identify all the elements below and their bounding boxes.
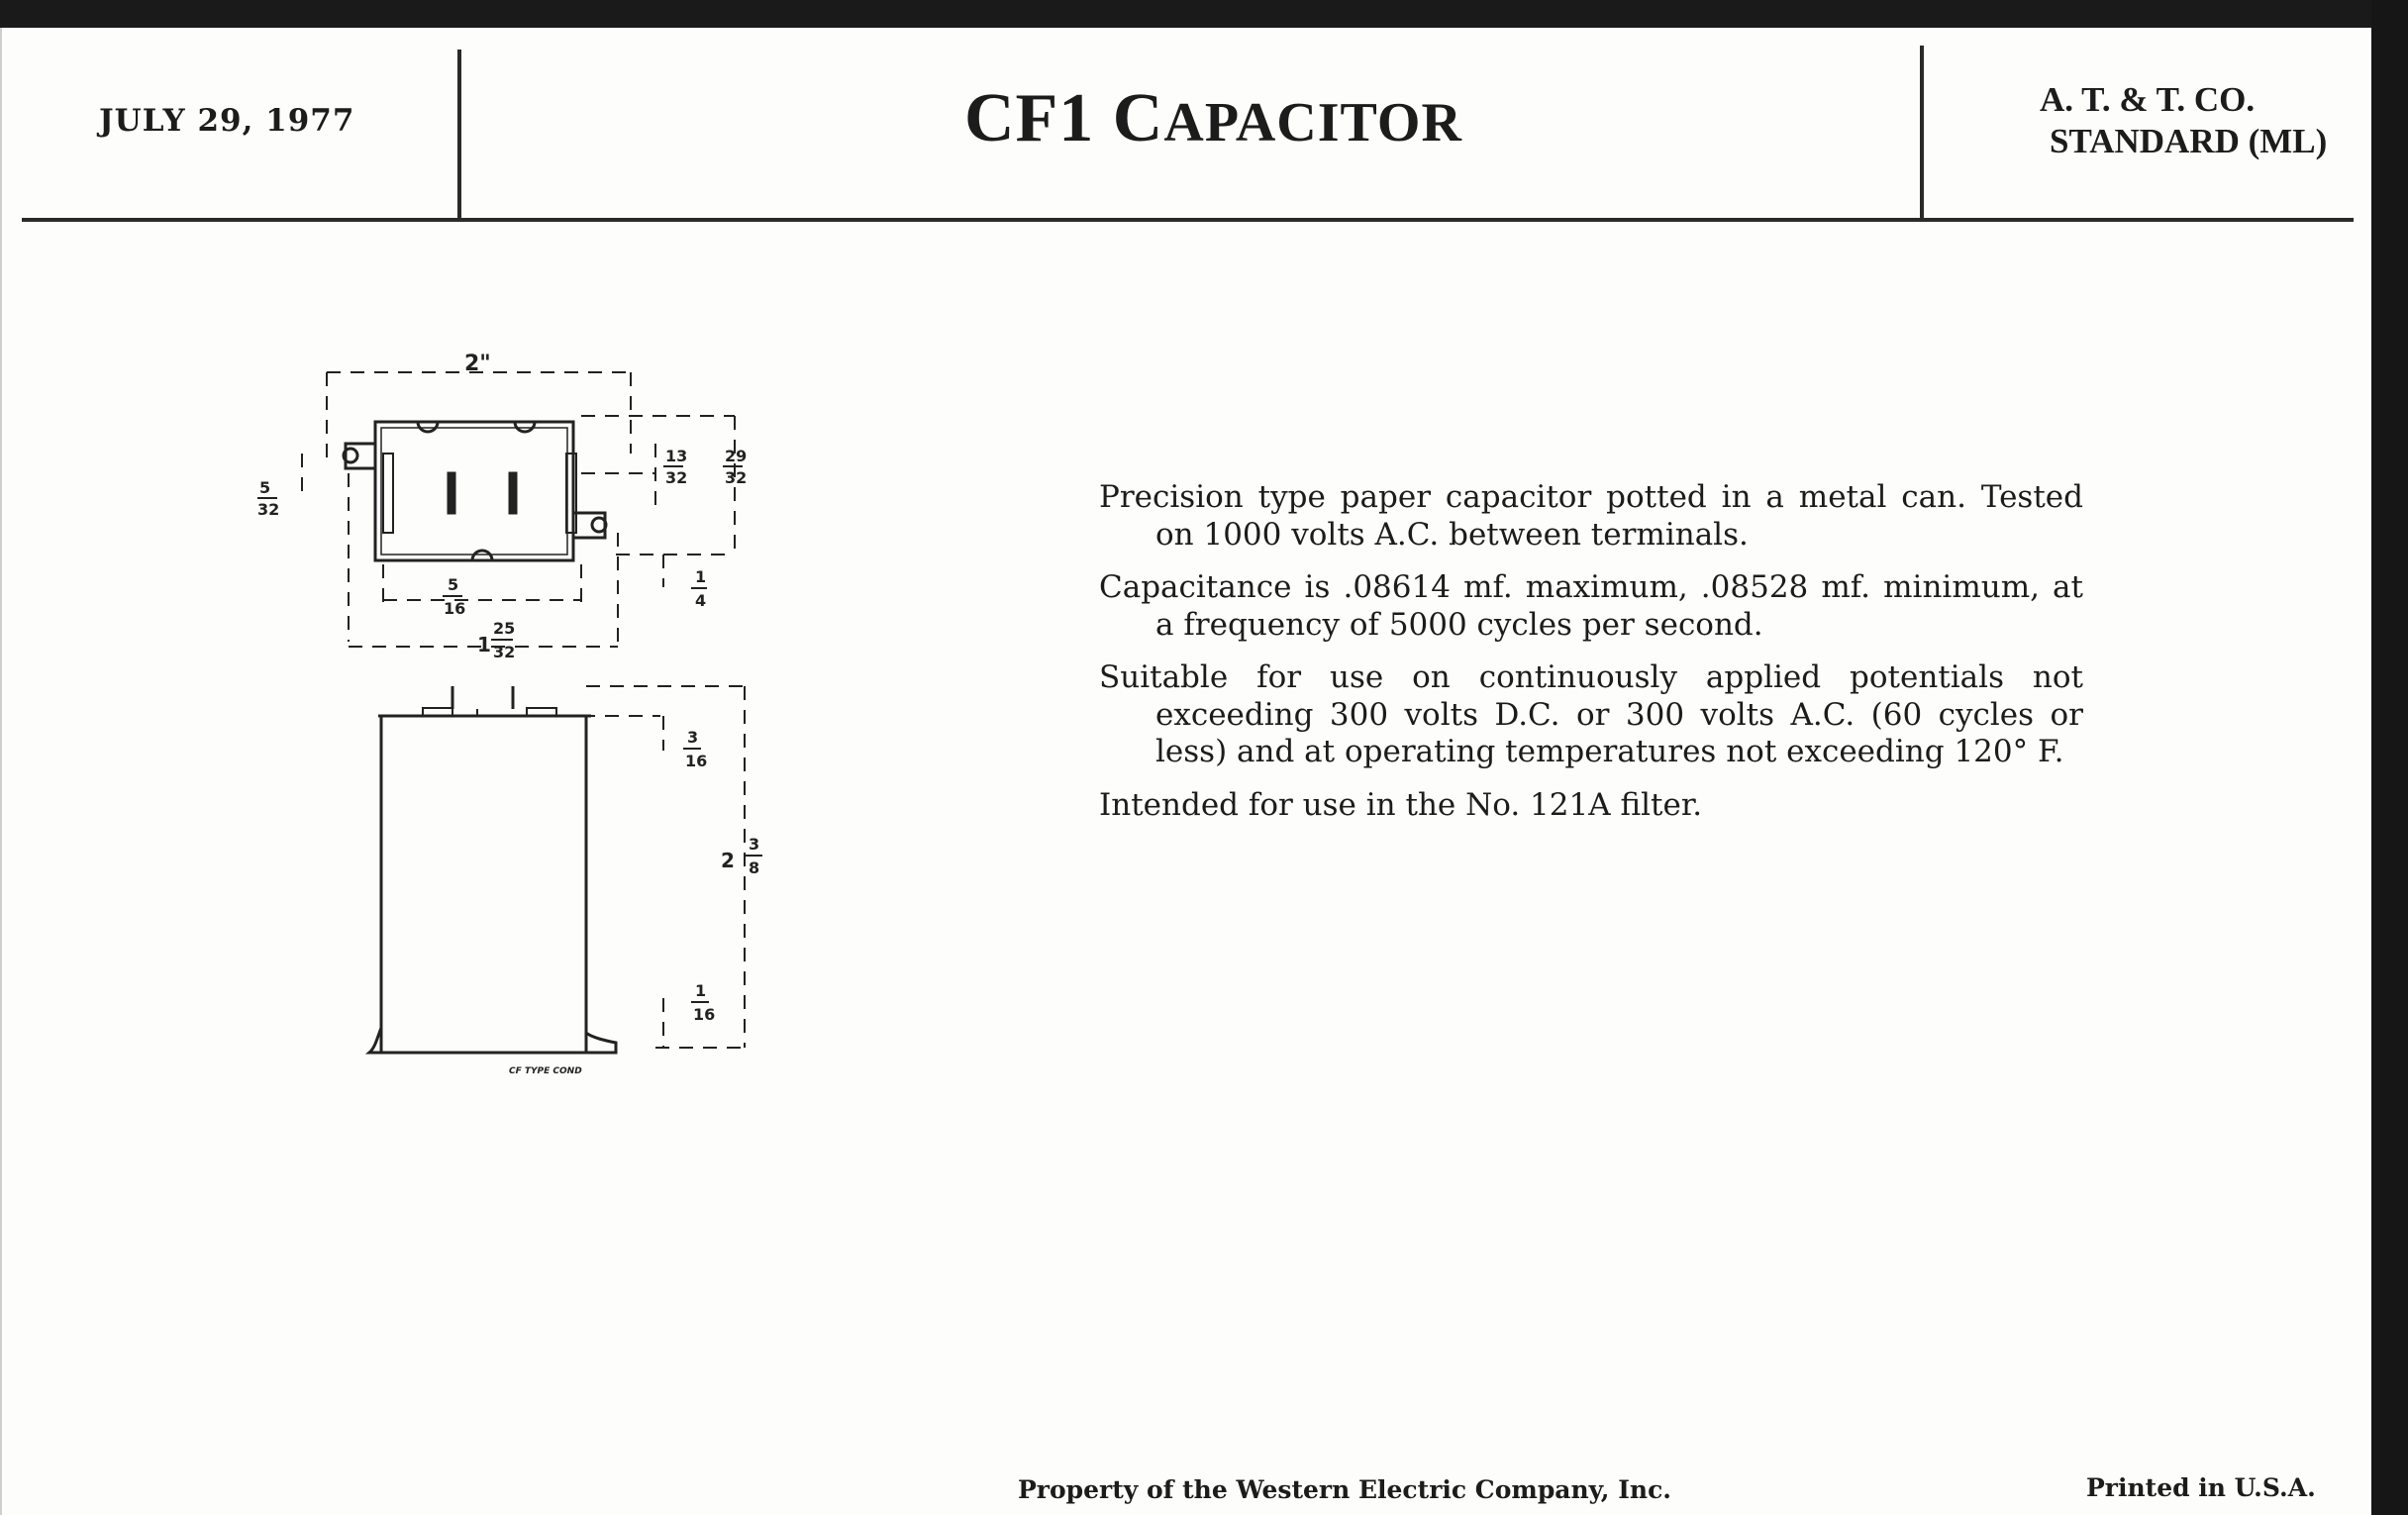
printed-notice: Printed in U.S.A.	[2086, 1473, 2316, 1502]
svg-text:4: 4	[695, 591, 707, 610]
svg-text:2: 2	[721, 849, 735, 872]
svg-text:3: 3	[687, 728, 699, 747]
issue-date: JULY 29, 1977	[99, 103, 355, 139]
standard-line-1: A. T. & T. CO.	[2040, 80, 2256, 119]
svg-text:16: 16	[693, 1005, 716, 1024]
capacitor-drawing	[240, 335, 794, 1087]
svg-text:29: 29	[725, 447, 748, 465]
svg-text:32: 32	[665, 468, 688, 487]
dim-top-width: 2"	[464, 352, 491, 376]
svg-text:8: 8	[749, 858, 760, 877]
svg-text:16: 16	[444, 599, 466, 618]
description-paragraph: Intended for use in the No. 121A filter.	[1099, 786, 1703, 823]
svg-text:1: 1	[477, 633, 491, 656]
description-paragraph: Precision type paper capacitor potted in a metal can. Tested on 1000 volts A.C. between terminals.	[1099, 479, 2083, 553]
svg-text:32: 32	[257, 500, 280, 519]
description-paragraph: Capacitance is .08614 mf. maximum, .08528 mf. minimum, at a frequency of 5000 cycles per second.	[1099, 569, 2083, 643]
standard-label	[2038, 79, 2327, 162]
catalog-card	[0, 28, 2373, 1515]
header-divider-right	[1920, 46, 1924, 218]
header-divider-left	[457, 50, 461, 218]
scan-edge	[2371, 0, 2408, 1515]
svg-text:5: 5	[448, 575, 459, 594]
svg-text:32: 32	[725, 468, 748, 487]
svg-text:1: 1	[695, 567, 707, 586]
top-view-body	[375, 422, 573, 560]
drawing-caption: CF TYPE COND	[509, 1066, 582, 1076]
property-notice: Property of the Western Electric Company, Inc.	[1018, 1475, 1672, 1504]
svg-text:1: 1	[695, 981, 707, 1000]
svg-text:16: 16	[685, 752, 708, 770]
description-paragraph: Suitable for use on continuously applied potentials not exceeding 300 volts D.C. or 300 volts A.C. (60 cycles or less) and at operating temperatures not exceeding 120° F.	[1099, 659, 2083, 769]
header-rule	[22, 218, 2354, 222]
svg-text:5: 5	[259, 478, 271, 497]
svg-text:32: 32	[493, 643, 516, 661]
description-block	[1099, 479, 2083, 840]
standard-line-2: STANDARD (ML)	[2050, 122, 2328, 160]
svg-text:3: 3	[749, 835, 760, 854]
svg-text:13: 13	[665, 447, 688, 465]
page-title: CF1 CAPACITOR	[964, 80, 1462, 156]
svg-text:25: 25	[493, 619, 516, 638]
